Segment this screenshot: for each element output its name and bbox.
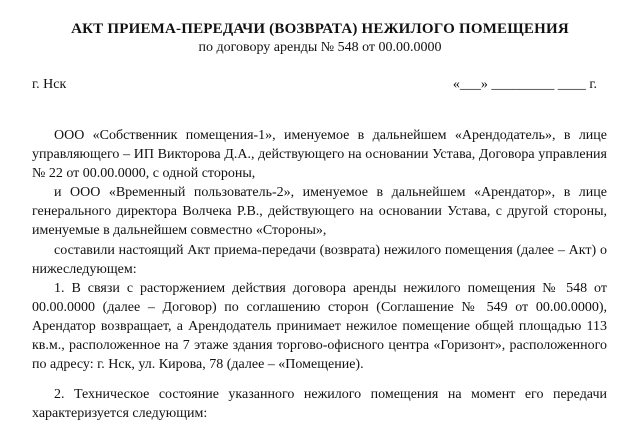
city-label: г. Нск xyxy=(32,77,67,92)
date-line: «___» _________ ____ г. xyxy=(452,77,597,92)
paragraph-clause-2: 2. Техническое состояние указанного нежилого помещения на момент его передачи характеризуется следующим: xyxy=(32,387,607,422)
document-subtitle: по договору аренды № 548 от 00.00.0000 xyxy=(198,40,442,55)
paragraph-clause-1: 1. В связи с расторжением действия договора аренды нежилого помещения № 548 от 00.00.0000 (далее – Договор) по соглашению сторон (Соглашение № 549 от 00.00.0000), Арендатор возвращает, а Арендодатель принимает нежилое помещение общей площадью 113 кв.м., расположенное на 7 этаже здания торгово-офисного центра «Горизонт», расположенного по адресу: г. Нск, ул. Кирова, 78 (далее – «Помещение). xyxy=(32,280,607,373)
document-body xyxy=(32,126,607,423)
paragraph-composed: составили настоящий Акт приема-передачи (возврата) нежилого помещения (далее – Акт) о нижеследующем: xyxy=(32,242,607,277)
document-title: АКТ ПРИЕМА-ПЕРЕДАЧИ (ВОЗВРАТА) НЕЖИЛОГО ПОМЕЩЕНИЯ xyxy=(71,21,569,37)
paragraph-lessee: и ООО «Временный пользователь-2», именуемое в дальнейшем «Арендатор», в лице генерального директора Волчека Р.В., действующего на основании Устава, с другой стороны, именуемые в дальнейшем совместно «Стороны», xyxy=(32,185,607,239)
paragraph-lessor: ООО «Собственник помещения-1», именуемое в дальнейшем «Арендодатель», в лице управляющего – ИП Викторова Д.А., действующего на основании Устава, Договора управления № 22 от 00.00.0000, с одной стороны, xyxy=(32,128,607,182)
